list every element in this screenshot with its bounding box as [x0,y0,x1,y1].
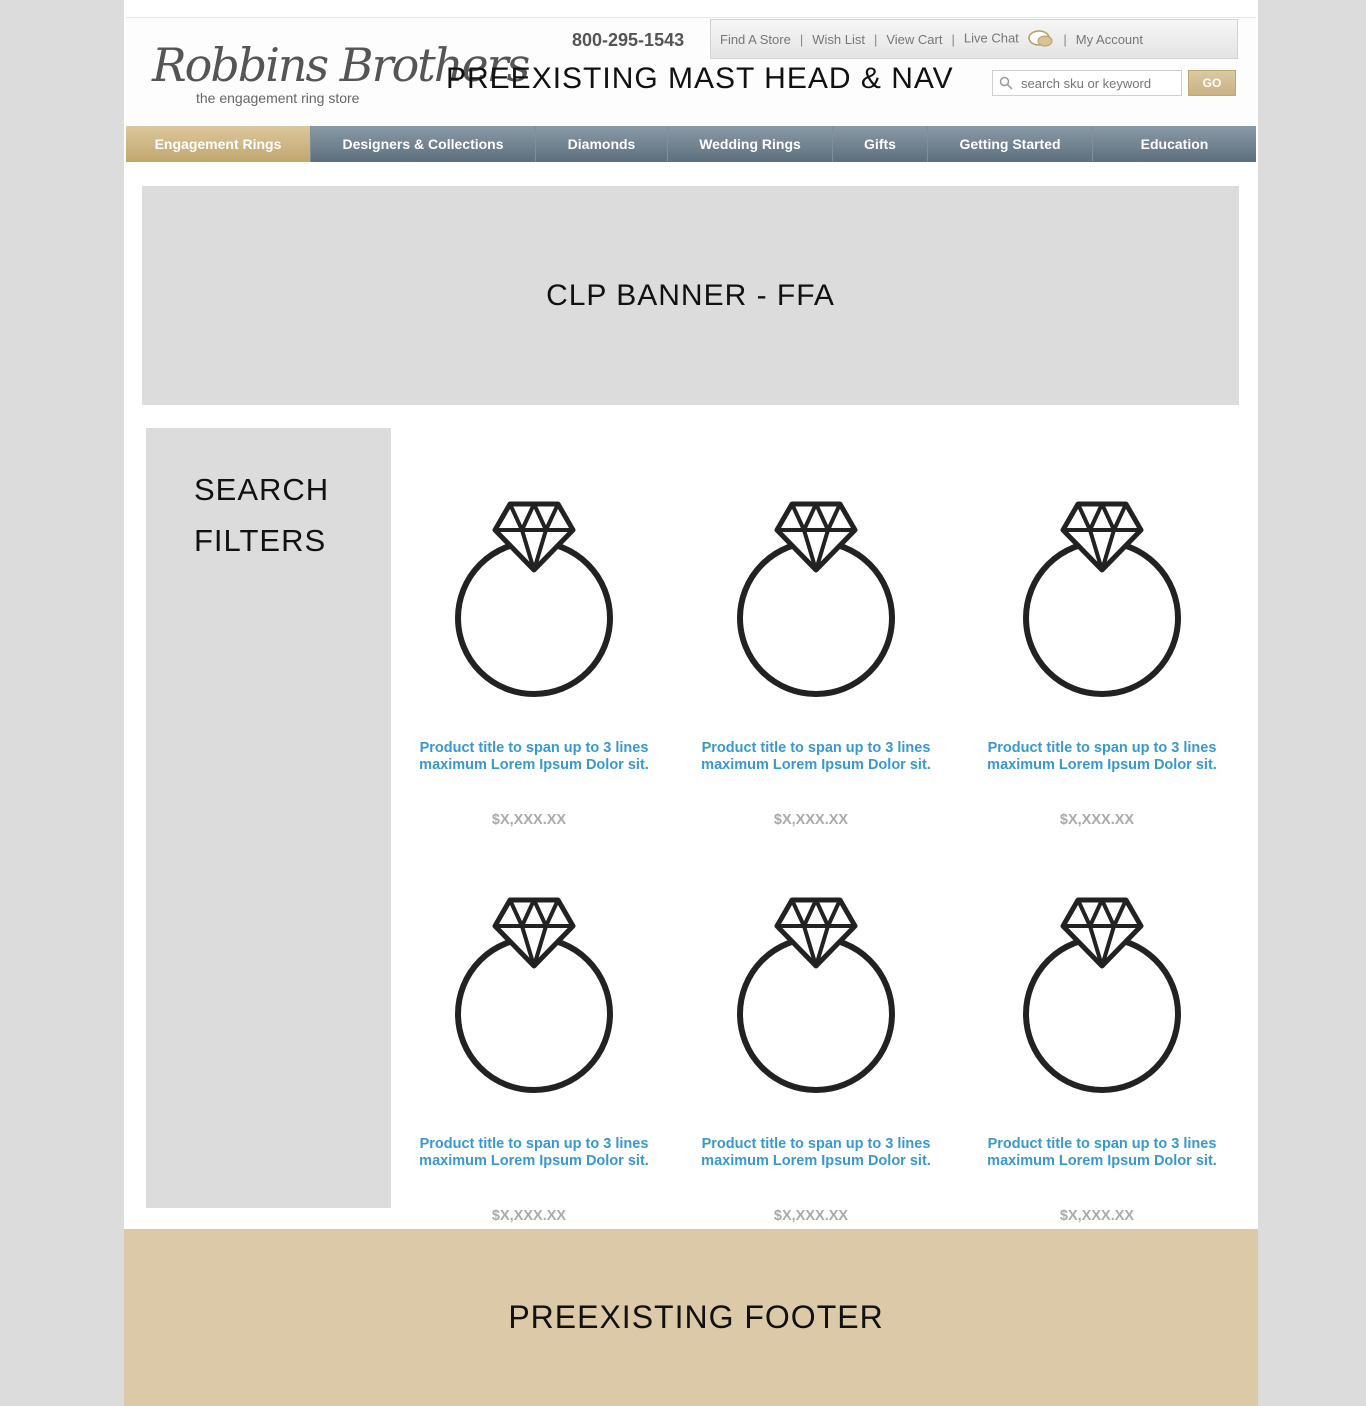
product-title[interactable]: Product title to span up to 3 lines maximum Lorem Ipsum Dolor sit. [419,740,649,773]
nav-item-designers-collections[interactable]: Designers & Collections [311,126,536,162]
main-nav [126,126,1256,162]
go-button[interactable]: GO [1188,70,1236,96]
find-store-link[interactable]: Find A Store [720,31,791,47]
clp-banner[interactable] [142,186,1239,405]
search-filters-panel [146,428,391,1208]
ring-icon [452,894,616,1094]
product-price: $X,XXX.XX [773,1208,849,1224]
phone-number: 800-295-1543 [572,30,685,50]
nav-item-diamonds[interactable]: Diamonds [536,126,668,162]
utility-nav [710,19,1238,59]
product-title[interactable]: Product title to span up to 3 lines maximum Lorem Ipsum Dolor sit. [701,1136,931,1169]
search-input[interactable] [1019,75,1173,92]
nav-item-education[interactable]: Education [1140,136,1209,152]
view-cart-link[interactable]: View Cart [886,31,943,47]
my-account-link[interactable]: My Account [1075,31,1143,47]
product-card[interactable] [414,498,654,838]
product-price: $X,XXX.XX [1059,812,1135,828]
product-title[interactable]: Product title to span up to 3 lines maximum Lorem Ipsum Dolor sit. [701,740,931,773]
search-box [992,70,1182,96]
live-chat-label: Live Chat [963,30,1019,46]
logo[interactable] [152,38,529,108]
ring-icon [734,498,898,698]
product-card[interactable] [982,894,1222,1234]
product-card[interactable] [414,894,654,1234]
product-price: $X,XXX.XX [491,812,567,828]
product-price: $X,XXX.XX [773,812,849,828]
nav-item-gifts[interactable]: Gifts [833,126,928,162]
nav-item-wedding-rings[interactable]: Wedding Rings [668,126,833,162]
product-title[interactable]: Product title to span up to 3 lines maximum Lorem Ipsum Dolor sit. [419,1136,649,1169]
footer-placeholder-label: PREEXISTING FOOTER [508,1299,884,1335]
utility-divider: | [951,31,955,47]
logo-wordmark: Robbins Brothers [152,38,529,92]
nav-item-engagement-rings[interactable]: Engagement Rings [126,126,311,162]
utility-divider: | [873,31,878,47]
masthead-placeholder-label: PREEXISTING MAST HEAD & NAV [446,62,954,95]
footer [124,1229,1258,1406]
masthead [126,17,1256,126]
product-price: $X,XXX.XX [1059,1208,1135,1224]
product-card[interactable] [982,498,1222,838]
product-card[interactable] [696,894,936,1234]
chat-bubble-icon [1028,29,1054,49]
product-card[interactable] [696,498,936,838]
utility-divider: | [799,31,804,47]
ring-icon [1020,498,1184,698]
wish-list-link[interactable]: Wish List [812,31,865,47]
page-canvas [124,0,1258,1406]
filters-placeholder-label: SEARCH FILTERS [194,472,330,558]
utility-divider: | [1063,31,1067,47]
nav-item-getting-started[interactable]: Getting Started [928,126,1093,162]
ring-icon [1020,894,1184,1094]
logo-tagline: the engagement ring store [196,90,360,106]
ring-icon [452,498,616,698]
product-price: $X,XXX.XX [491,1208,567,1224]
product-title[interactable]: Product title to span up to 3 lines maximum Lorem Ipsum Dolor sit. [987,740,1217,773]
search-icon [999,76,1013,90]
banner-placeholder-label: CLP BANNER - FFA [546,278,835,312]
product-title[interactable]: Product title to span up to 3 lines maximum Lorem Ipsum Dolor sit. [987,1136,1217,1169]
ring-icon [734,894,898,1094]
live-chat-link[interactable] [955,29,1067,49]
